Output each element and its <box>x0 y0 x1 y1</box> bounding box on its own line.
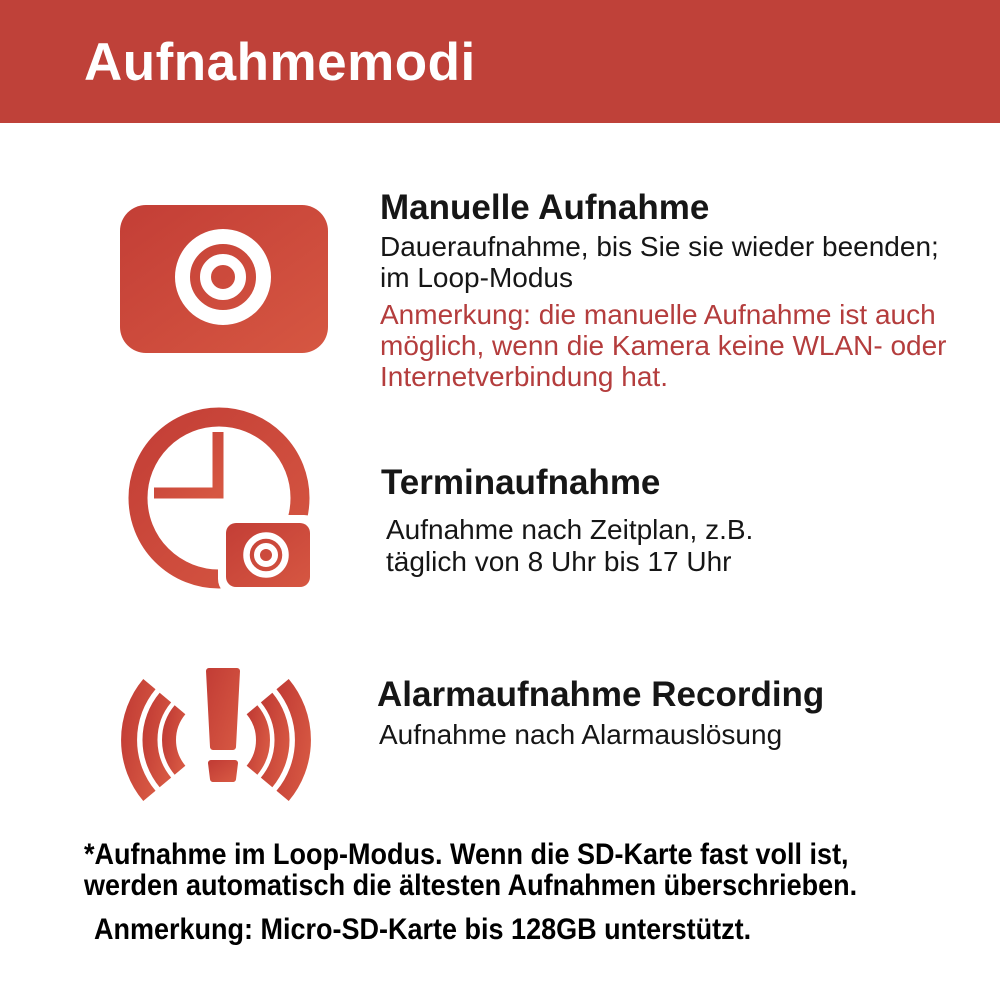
sd-card-note: Anmerkung: Micro-SD-Karte bis 128GB unterstützt. <box>94 913 752 946</box>
body-line: Aufnahme nach Alarmauslösung <box>379 719 783 750</box>
loop-note-line: werden automatisch die ältesten Aufnahmen überschrieben. <box>84 869 858 902</box>
body-line: Daueraufnahme, bis Sie sie wieder beenden; <box>380 231 939 262</box>
section-note-manual <box>380 299 946 392</box>
header-banner <box>0 0 1000 123</box>
section-title-schedule: Terminaufnahme <box>381 463 661 502</box>
section-title-manual: Manuelle Aufnahme <box>380 188 710 227</box>
clock-schedule-icon <box>119 403 319 599</box>
page-title: Aufnahmemodi <box>84 33 476 92</box>
section-body-manual <box>380 231 939 293</box>
body-line: Aufnahme nach Zeitplan, z.B. <box>386 514 754 545</box>
loop-note-line: *Aufnahme im Loop-Modus. Wenn die SD-Karte fast voll ist, <box>84 838 849 871</box>
section-body-alarm <box>379 719 782 750</box>
section-title-alarm: Alarmaufnahme Recording <box>377 675 825 714</box>
section-body-schedule <box>386 514 753 578</box>
body-line: im Loop-Modus <box>380 262 573 293</box>
footer-notes <box>84 839 943 945</box>
note-line: möglich, wenn die Kamera keine WLAN- oder <box>380 330 947 361</box>
alarm-exclamation-icon <box>116 653 316 808</box>
note-line: Anmerkung: die manuelle Aufnahme ist auch <box>380 299 936 330</box>
body-line: täglich von 8 Uhr bis 17 Uhr <box>386 546 732 577</box>
record-button-icon <box>120 205 328 353</box>
note-line: Internetverbindung hat. <box>380 361 668 392</box>
